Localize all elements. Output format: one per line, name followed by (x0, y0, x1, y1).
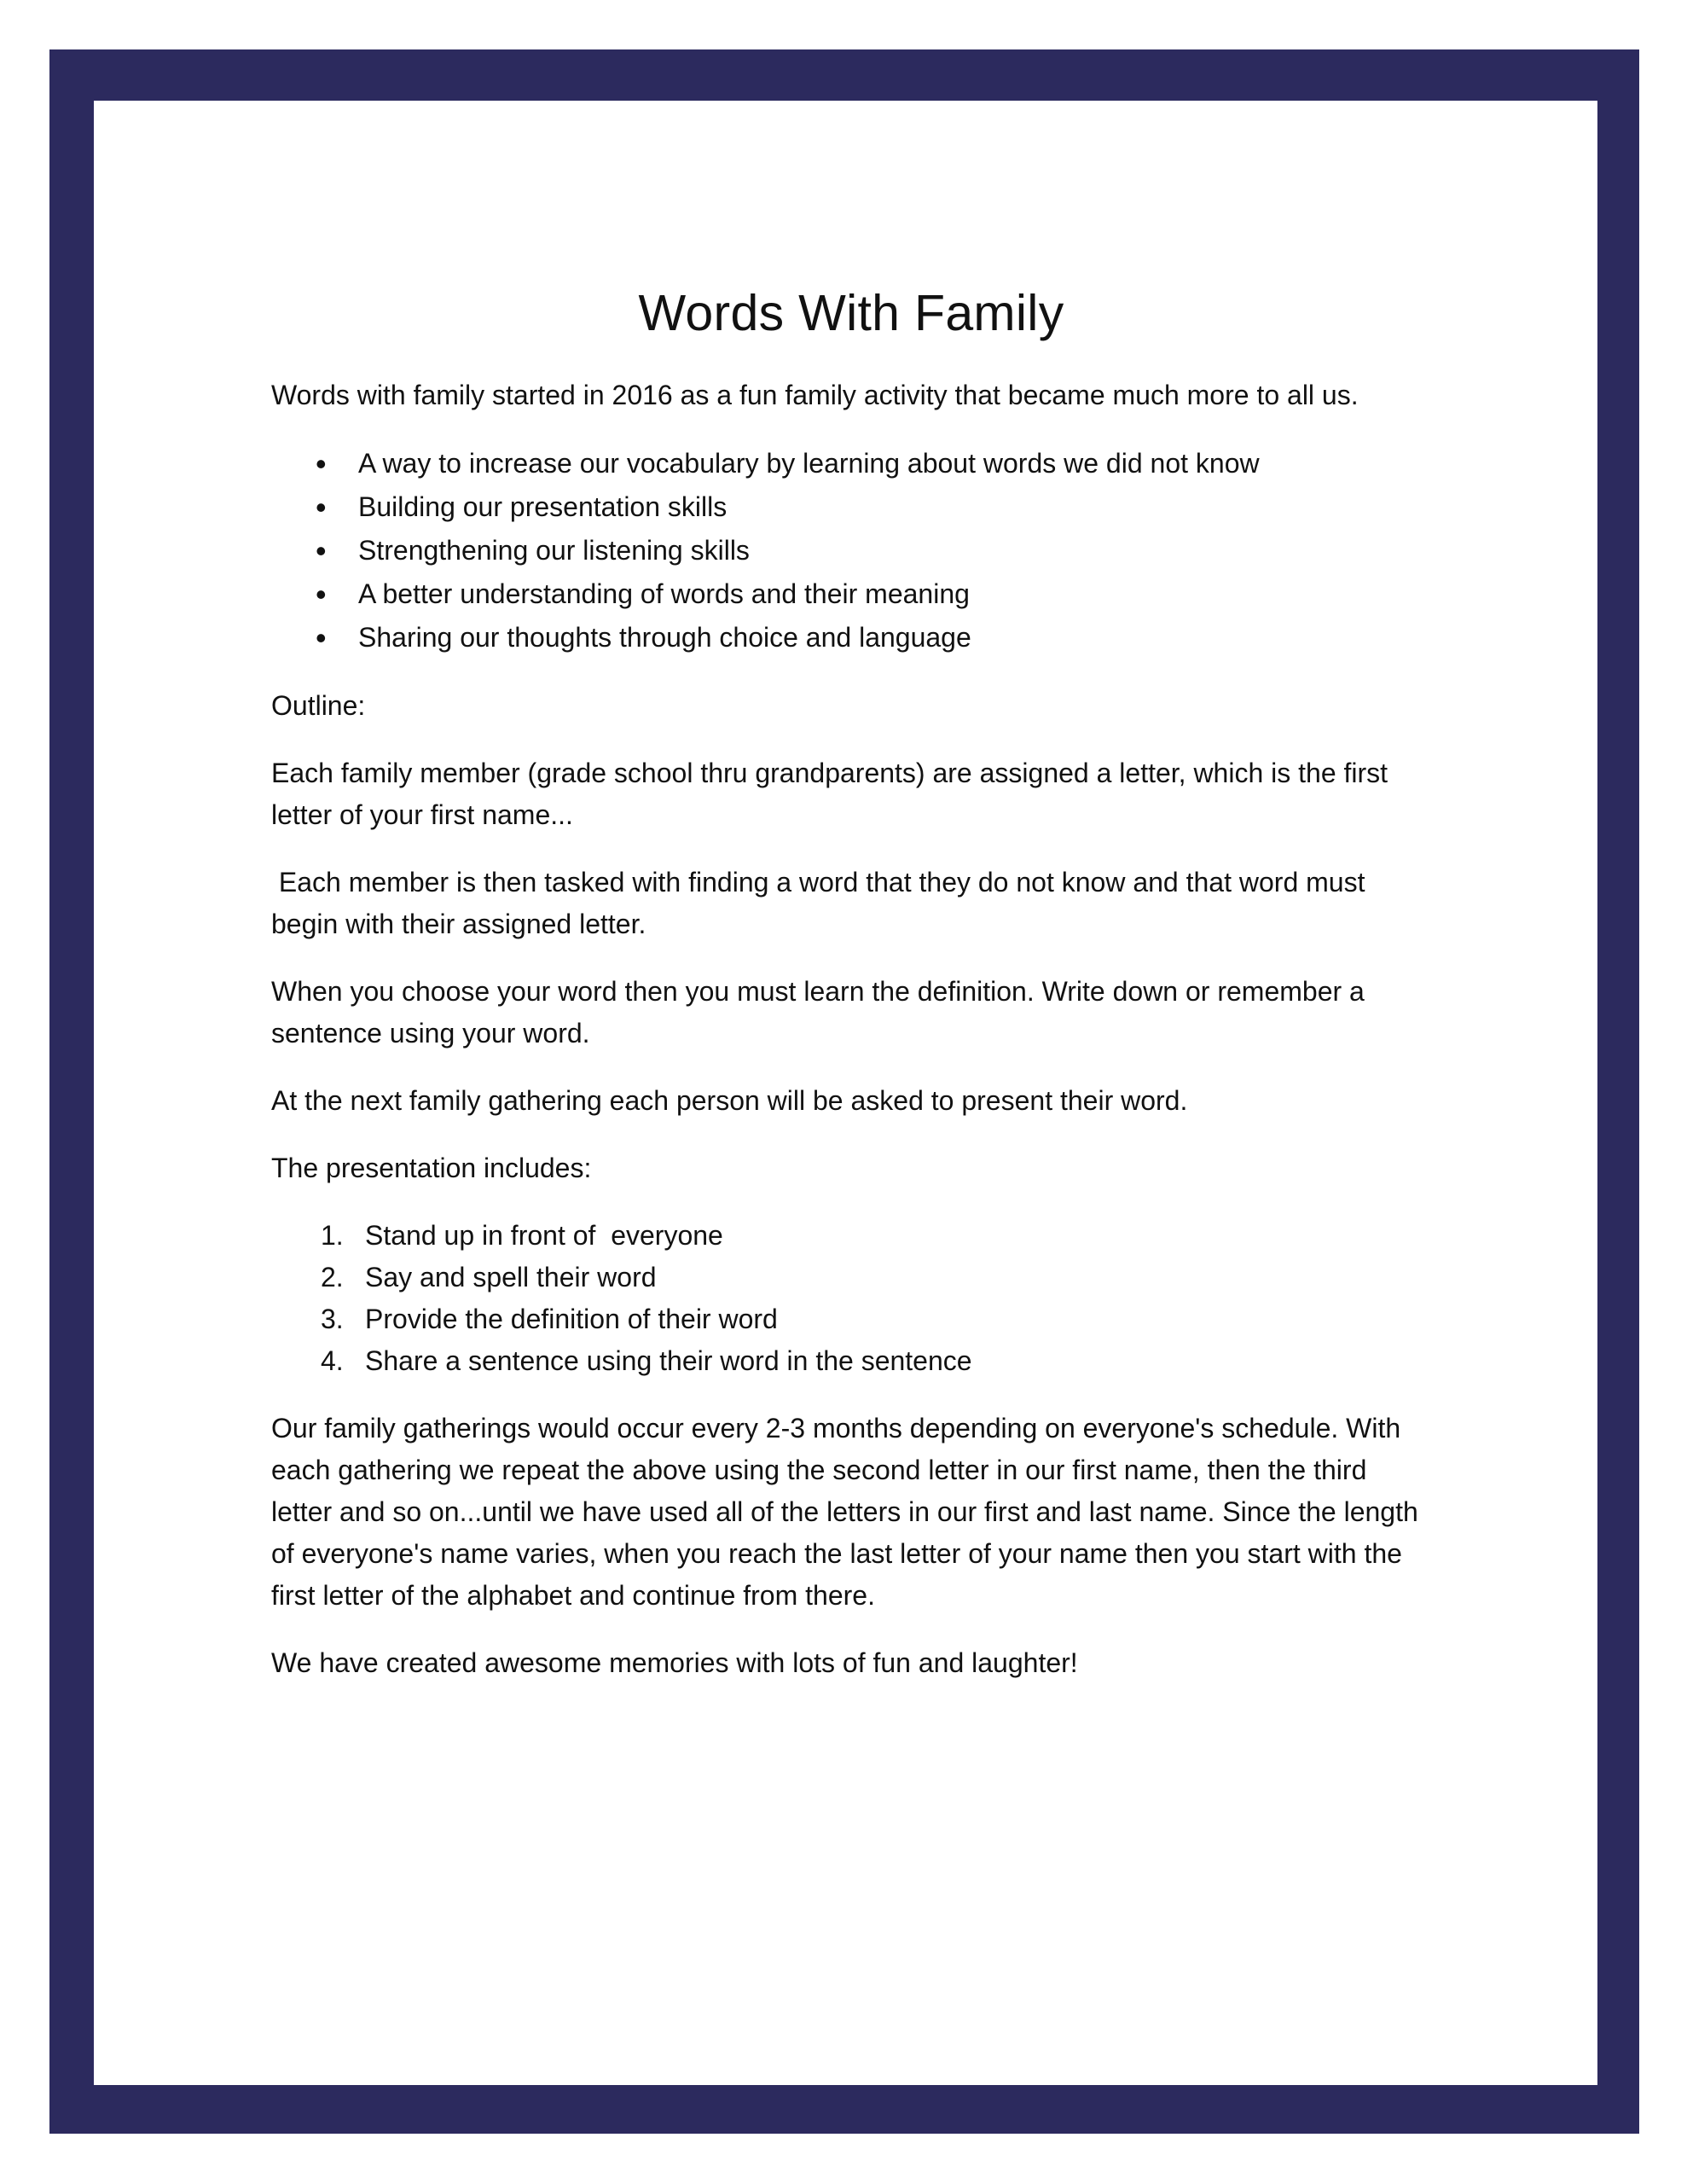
list-item (271, 1215, 1431, 1257)
closing-paragraph: We have created awesome memories with lots of fun and laughter! (271, 1647, 1078, 1678)
list-item: • A better understanding of words and their meaning (271, 572, 1431, 616)
step-number: 4. (321, 1345, 344, 1376)
step-number: 2. (321, 1262, 344, 1292)
page-sheet (94, 101, 1597, 2085)
step-number: 1. (321, 1220, 344, 1251)
step-text: Say and spell their word (365, 1262, 657, 1292)
intro-paragraph: Words with family started in 2016 as a fun family activity that became much more to all us. (271, 380, 1359, 410)
document-body (271, 284, 1431, 1710)
choose-paragraph: When you choose your word then you must learn the definition. Write down or remember a sentence using your word. (271, 976, 1365, 1048)
list-item: • Building our presentation skills (271, 485, 1431, 529)
benefits-list (271, 442, 1431, 659)
presentation-steps-list (271, 1215, 1431, 1382)
step-text: Share a sentence using their word in the sentence (365, 1345, 972, 1376)
list-item: • Strengthening our listening skills (271, 529, 1431, 572)
list-item: • A way to increase our vocabulary by learning about words we did not know (271, 442, 1431, 485)
outline-heading: Outline: (271, 690, 366, 721)
list-item (271, 1298, 1431, 1340)
next-gathering-paragraph: At the next family gathering each person will be asked to present their word. (271, 1085, 1188, 1116)
list-item: • Sharing our thoughts through choice and language (271, 616, 1431, 659)
step-text: Stand up in front of everyone (365, 1220, 723, 1251)
list-item (271, 1340, 1431, 1382)
task-paragraph: Each member is then tasked with finding a word that they do not know and that word must begin with their assigned letter. (271, 867, 1373, 939)
page-border-frame (49, 49, 1639, 2134)
list-item (271, 1257, 1431, 1298)
document-title: Words With Family (638, 285, 1064, 341)
assign-paragraph: Each family member (grade school thru grandparents) are assigned a letter, which is the first letter of your first name... (271, 758, 1388, 830)
step-number: 3. (321, 1304, 344, 1334)
step-text: Provide the definition of their word (365, 1304, 778, 1334)
presentation-heading: The presentation includes: (271, 1153, 592, 1183)
gatherings-paragraph: Our family gatherings would occur every 2-3 months depending on everyone's schedule. With each gathering we repeat the above using the second letter in our first name, then the third letter and so on...until we have used all of the letters in our first and last name. Since the length of everyone's name varies, when you reach the last letter of your name then you start with the first letter of the alphabet and continue from there. (271, 1413, 1418, 1611)
